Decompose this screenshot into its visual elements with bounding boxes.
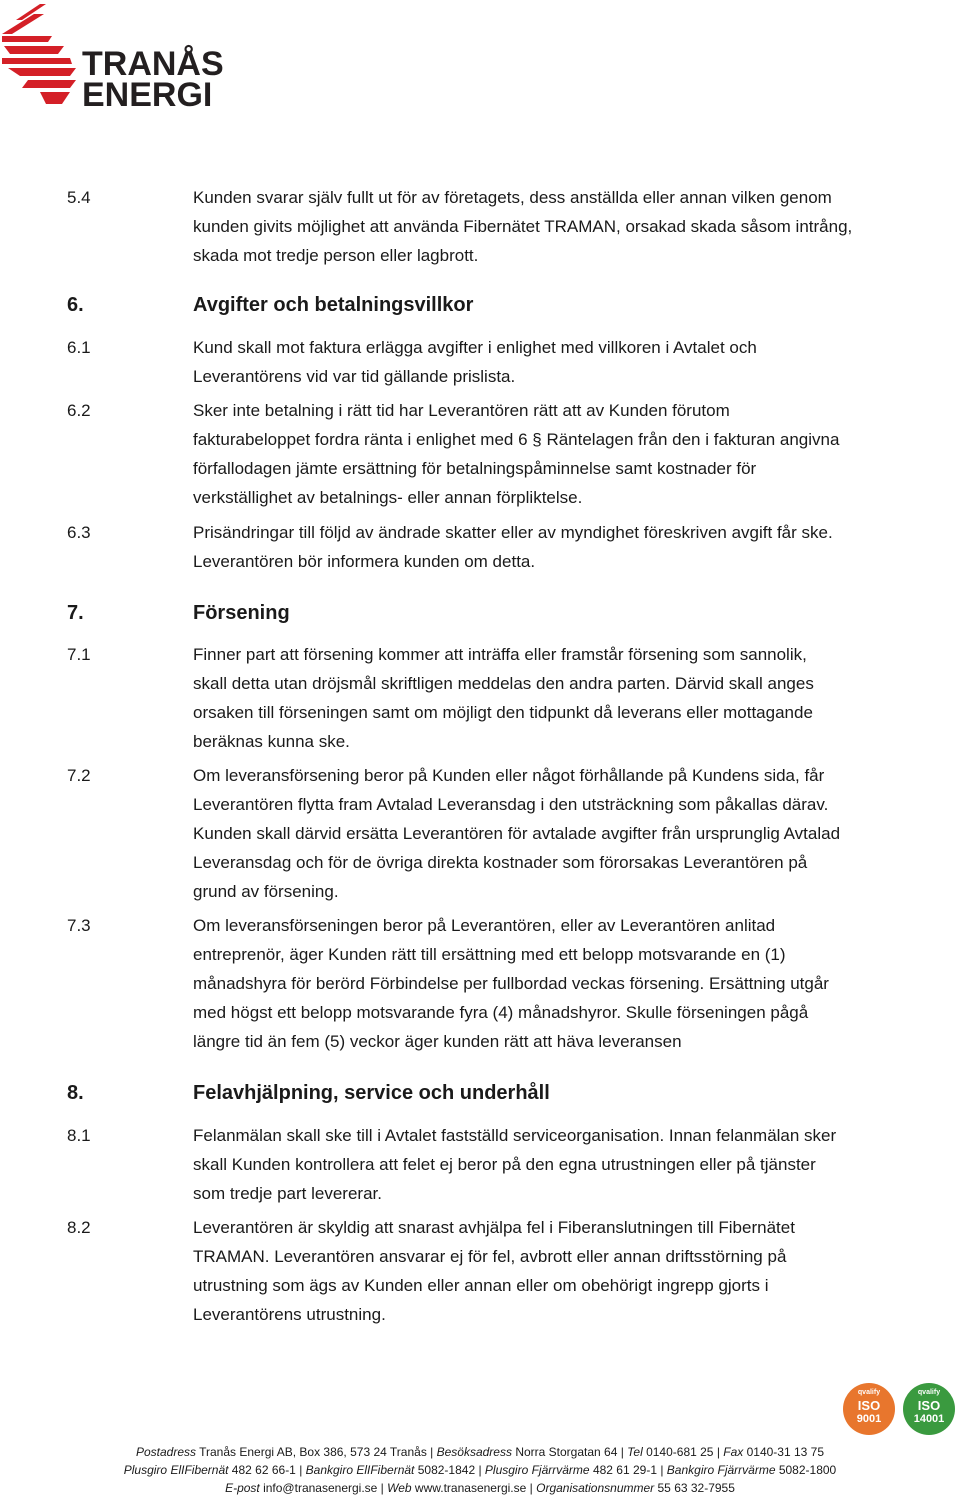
section-title: Avgifter och betalningsvillkor bbox=[193, 294, 474, 316]
text-line: entreprenör, äger Kunden rätt till ersättning med ett belopp motsvarande en (1) bbox=[193, 945, 786, 964]
footer-label: Tel bbox=[627, 1445, 643, 1459]
footer-value: 482 61 29-1 | bbox=[589, 1463, 667, 1477]
clause-number: 8.1 bbox=[67, 1126, 91, 1145]
clause-number: 6.3 bbox=[67, 523, 91, 542]
badge-qualify-text: qvalify bbox=[917, 1389, 941, 1396]
footer-value: 5082-1842 | bbox=[414, 1463, 485, 1477]
footer-label: Besöksadress bbox=[436, 1445, 512, 1459]
text-line: Finner part att försening kommer att inträffa eller framstår försening som sannolik, bbox=[193, 645, 807, 664]
footer-value: 0140-681 25 | bbox=[642, 1445, 724, 1459]
clause-number: 7.1 bbox=[67, 645, 91, 664]
footer-label: Postadress bbox=[135, 1445, 196, 1459]
tranas-energi-logo bbox=[0, 0, 224, 120]
footer-value: info@tranasenergi.se | bbox=[259, 1481, 388, 1495]
text-line: Prisändringar till följd av ändrade skatter eller av myndighet föreskriven avgift får ske. bbox=[193, 523, 833, 542]
text-line: Kunden svarar själv fullt ut för av företagets, dess anställda eller annan vilken genom bbox=[193, 188, 832, 207]
text-line: Om leveransförseningen beror på Leverantören, eller av Leverantören anlitad bbox=[193, 916, 776, 935]
text-line: längre tid än fem (5) veckor äger kunden rätt att häva leveransen bbox=[193, 1032, 682, 1051]
clause-number: 8.2 bbox=[67, 1218, 91, 1237]
text-line: TRAMAN. Leverantören ansvarar ej för fel, avbrott eller annan driftsstörning på bbox=[193, 1247, 787, 1266]
clause-text bbox=[193, 518, 928, 576]
footer-label: Plusgiro Fjärrvärme bbox=[484, 1463, 590, 1477]
text-line: Kunden skall därvid ersätta Leverantören för avtalade avgifter från ursprunglig Avtalad bbox=[193, 824, 841, 843]
footer-value: 55 63 32-7955 bbox=[654, 1481, 735, 1495]
text-line: utrustning som ägs av Kunden eller annan eller om obehörigt ingrepp gjorts i bbox=[193, 1276, 769, 1295]
clause-text bbox=[193, 183, 928, 270]
footer-value: Norra Storgatan 64 | bbox=[511, 1445, 628, 1459]
text-line: skada mot tredje person eller lagbrott. bbox=[193, 246, 479, 265]
section-number: 8. bbox=[67, 1082, 84, 1104]
clause-number: 7.3 bbox=[67, 916, 91, 935]
footer-contact-line bbox=[0, 1481, 960, 1495]
text-line: Om leveransförsening beror på Kunden eller något förhållande på Kundens sida, får bbox=[193, 766, 825, 785]
text-line: Leverantören bör informera kunden om detta. bbox=[193, 552, 536, 571]
footer-label: E-post bbox=[225, 1481, 260, 1495]
text-line: Leveransdag och för de övriga direkta kostnader som förorsakas Leverantören på bbox=[193, 853, 808, 872]
text-line: verkställighet av betalnings- eller annan förpliktelse. bbox=[193, 488, 583, 507]
text-line: skall Kunden kontrollera att felet ej beror på den egna utrustningen eller på tjänster bbox=[193, 1155, 816, 1174]
text-line: Leverantören flytta fram Avtalad Leveransdag i den utsträckning som påkallas därav. bbox=[193, 795, 829, 814]
footer-value: Tranås Energi AB, Box 386, 573 24 Tranås | bbox=[196, 1445, 437, 1459]
clause-text bbox=[193, 396, 928, 512]
clause-number: 6.1 bbox=[67, 338, 91, 357]
footer-label: Plusgiro ElIFibernät bbox=[123, 1463, 229, 1477]
iso-14001-badge-icon bbox=[903, 1383, 955, 1435]
text-line: med högst ett belopp motsvarande fyra (4) månadshyror. Skulle förseningen pågå bbox=[193, 1003, 809, 1022]
footer-value: www.tranasenergi.se | bbox=[411, 1481, 537, 1495]
logo-mark-icon bbox=[0, 0, 82, 110]
text-line: skall detta utan dröjsmål skriftligen meddelas den andra parten. Därvid skall anges bbox=[193, 674, 814, 693]
footer-label: Bankgiro ElIFibernät bbox=[305, 1463, 415, 1477]
footer-label: Web bbox=[387, 1481, 412, 1495]
text-line: beräknas kunna ske. bbox=[193, 732, 350, 751]
logo-text-line1: TRANÅS bbox=[82, 45, 224, 83]
clause-text bbox=[193, 1213, 928, 1329]
badge-qualify-text: qvalify bbox=[857, 1389, 881, 1396]
text-line: fakturabeloppet fordra ränta i enlighet med 6 § Räntelagen från den i fakturan angivna bbox=[193, 430, 840, 449]
text-line: förfallodagen jämte ersättning för betalningspåminnelse samt kostnader för bbox=[193, 459, 757, 478]
text-line: månadshyra för berörd Förbindelse per fullbordad veckas försening. Ersättning utgår bbox=[193, 974, 829, 993]
footer-address-line bbox=[0, 1445, 960, 1459]
section-title: Felavhjälpning, service och underhåll bbox=[193, 1082, 550, 1104]
text-line: Leverantörens vid var tid gällande prislista. bbox=[193, 367, 516, 386]
clause-number: 6.2 bbox=[67, 401, 91, 420]
footer-payment-line bbox=[0, 1463, 960, 1477]
text-line: kunden givits möjlighet att använda Fibernätet TRAMAN, orsakad skada såsom intrång, bbox=[193, 217, 853, 236]
text-line: Kund skall mot faktura erlägga avgifter i enlighet med villkoren i Avtalet och bbox=[193, 338, 757, 357]
text-line: Leverantörens utrustning. bbox=[193, 1305, 386, 1324]
clause-text bbox=[193, 761, 928, 906]
text-line: som tredje part levererar. bbox=[193, 1184, 382, 1203]
badge-code-text: 9001 bbox=[856, 1413, 882, 1425]
section-number: 7. bbox=[67, 602, 84, 624]
text-line: Felanmälan skall ske till i Avtalet fastställd serviceorganisation. Innan felanmälan sker bbox=[193, 1126, 837, 1145]
badge-iso-text: ISO bbox=[917, 1398, 941, 1413]
footer-label: Bankgiro Fjärrvärme bbox=[666, 1463, 776, 1477]
text-line: grund av försening. bbox=[193, 882, 339, 901]
section-number: 6. bbox=[67, 294, 84, 316]
section-title: Försening bbox=[193, 602, 290, 624]
footer-label: Organisationsnummer bbox=[536, 1481, 655, 1495]
clause-text bbox=[193, 333, 928, 391]
badge-code-text: 14001 bbox=[913, 1413, 945, 1425]
footer-label: Fax bbox=[723, 1445, 744, 1459]
logo-text-line2: ENERGI bbox=[82, 76, 213, 114]
footer-value: 0140-31 13 75 bbox=[743, 1445, 825, 1459]
footer-value: 5082-1800 bbox=[775, 1463, 837, 1477]
clause-number: 5.4 bbox=[67, 188, 91, 207]
clause-text bbox=[193, 1121, 928, 1208]
footer-value: 482 62 66-1 | bbox=[228, 1463, 306, 1477]
badge-iso-text: ISO bbox=[857, 1398, 881, 1413]
text-line: Leverantören är skyldig att snarast avhjälpa fel i Fiberanslutningen till Fibernätet bbox=[193, 1218, 795, 1237]
clause-text bbox=[193, 640, 928, 756]
text-line: Sker inte betalning i rätt tid har Leverantören rätt att av Kunden förutom bbox=[193, 401, 730, 420]
text-line: orsaken till förseningen samt om möjligt den tidpunkt då leverans eller mottagande bbox=[193, 703, 813, 722]
iso-9001-badge-icon bbox=[843, 1383, 895, 1435]
clause-text bbox=[193, 911, 928, 1056]
clause-number: 7.2 bbox=[67, 766, 91, 785]
certification-badges bbox=[843, 1383, 958, 1438]
